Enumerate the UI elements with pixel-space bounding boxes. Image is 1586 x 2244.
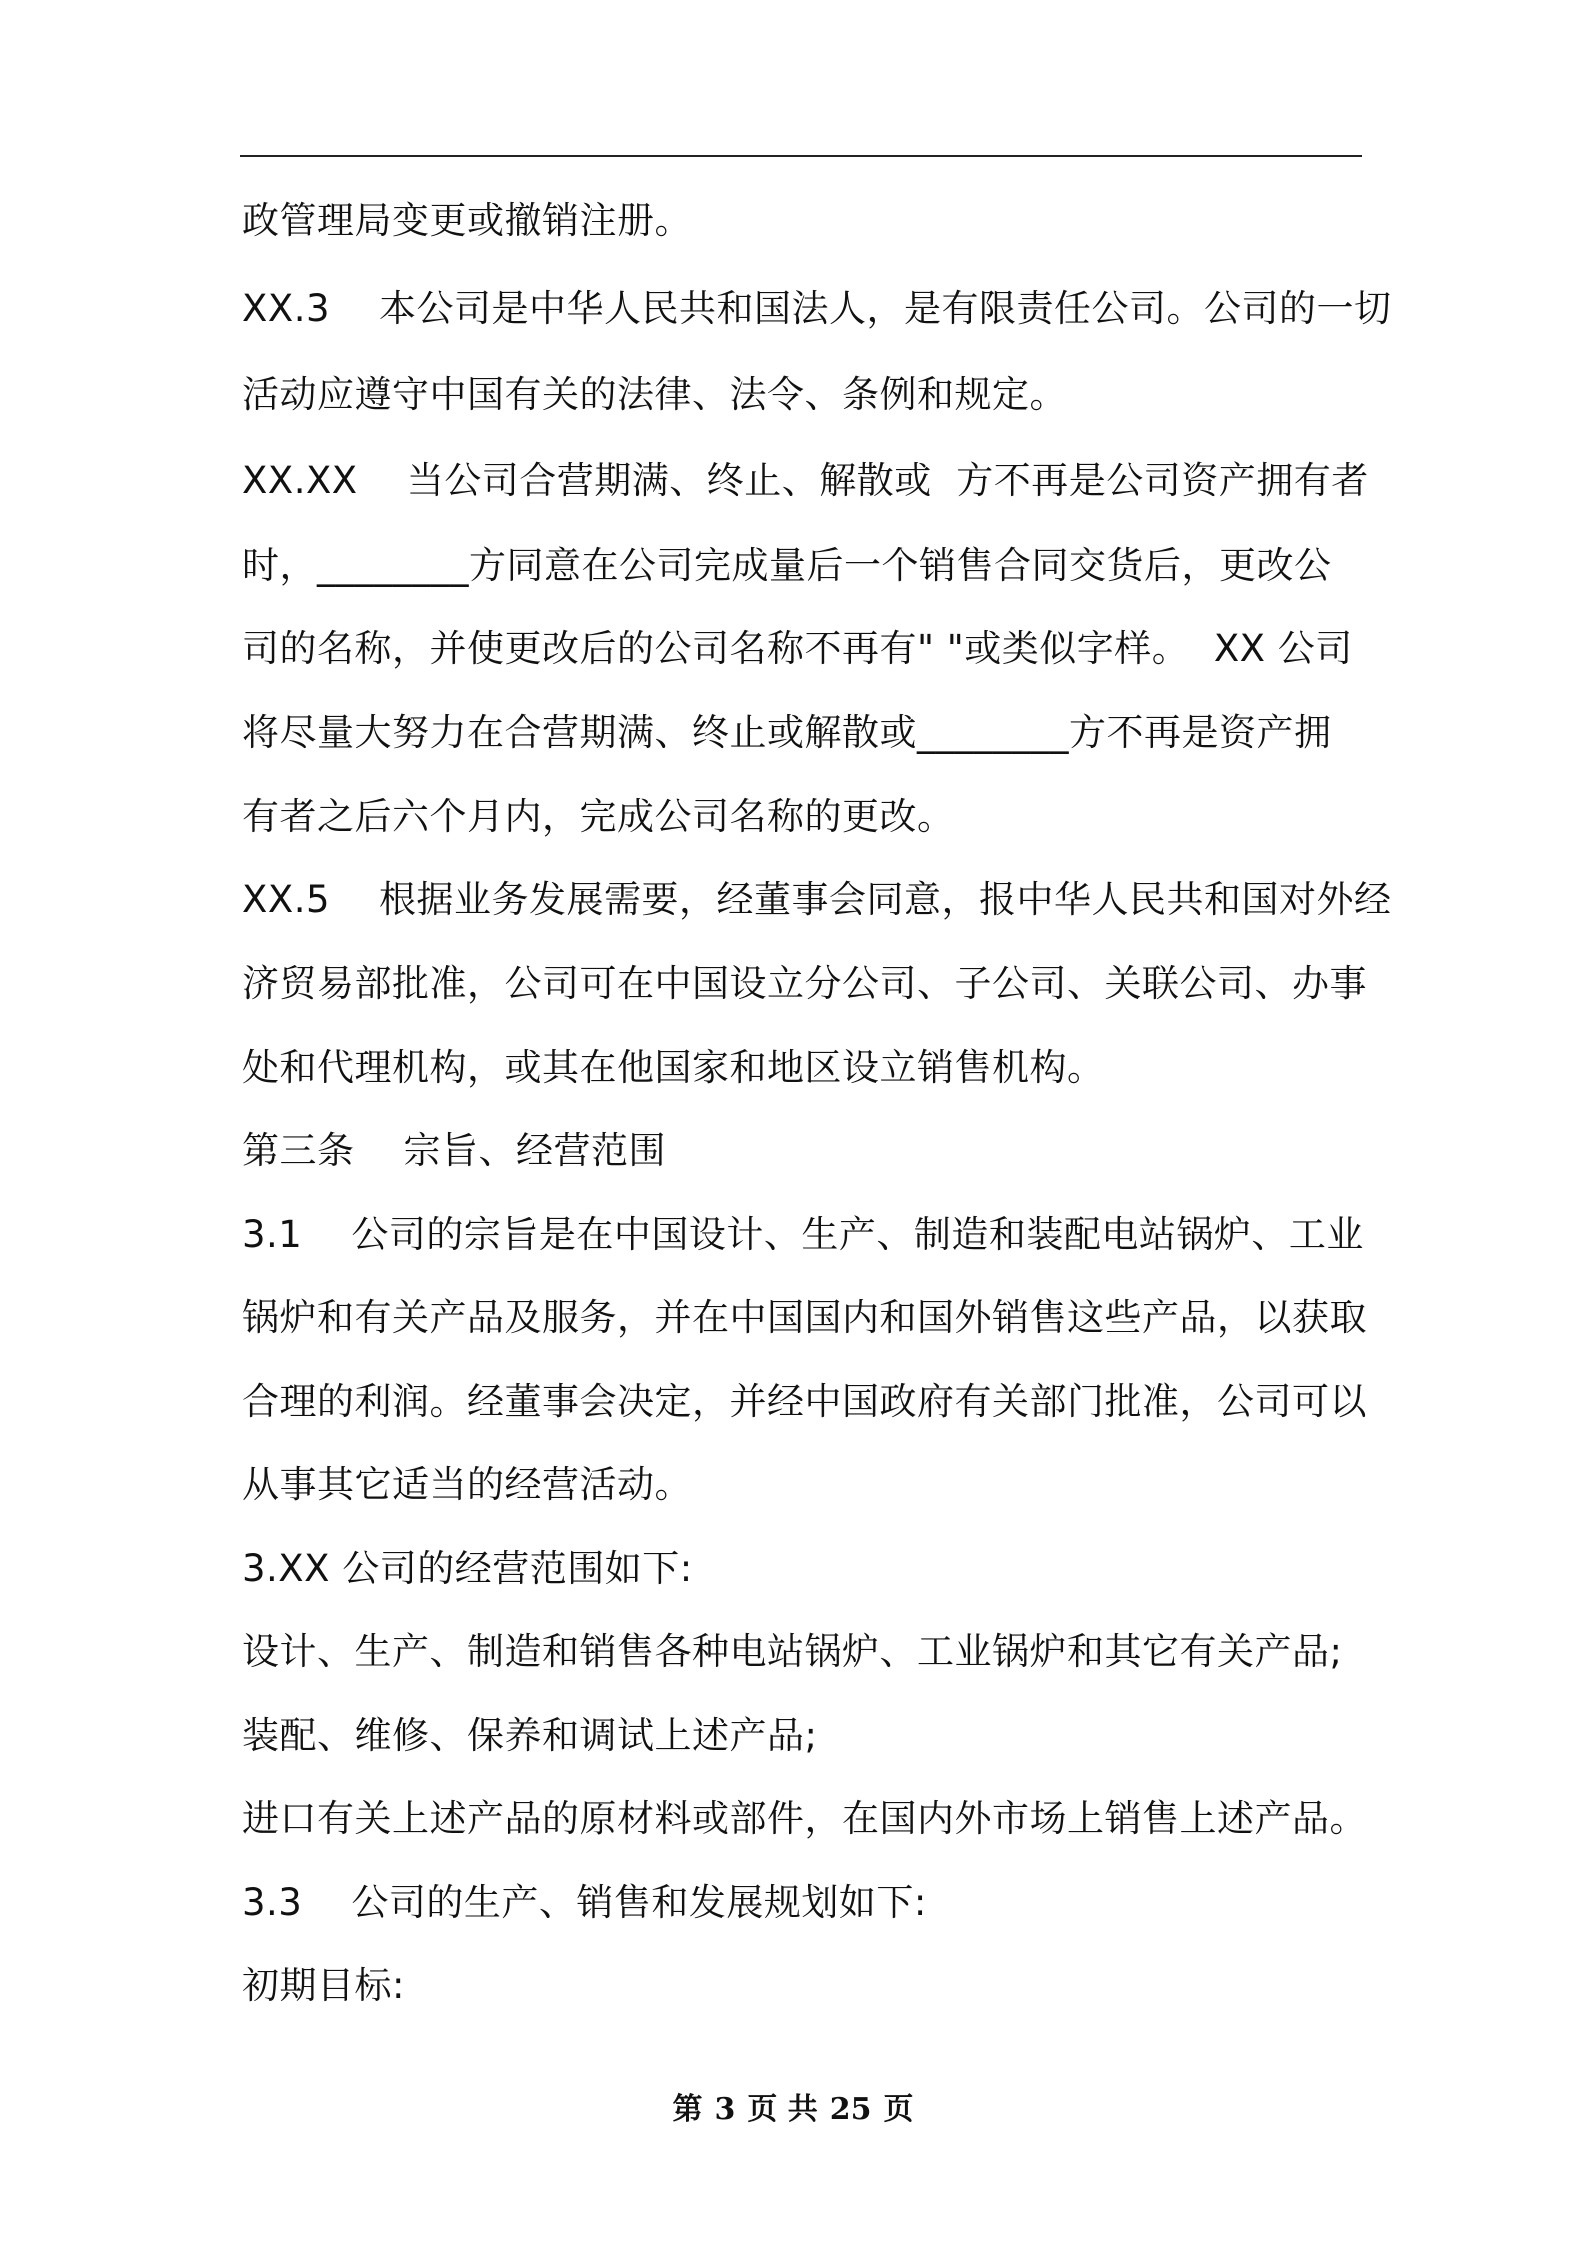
text-line-2: XX.3 本公司是中华人民共和国法人，是有限责任公司。公司的一切 — [242, 287, 1392, 330]
text-line-19: 装配、维修、保养和调试上述产品; — [242, 1714, 818, 1757]
text-line-18: 设计、生产、制造和销售各种电站锅炉、工业锅炉和其它有关产品; — [242, 1630, 1343, 1673]
text-line-13: 3.1 公司的宗旨是在中国设计、生产、制造和装配电站锅炉、工业 — [242, 1213, 1364, 1256]
text-line-9: XX.5 根据业务发展需要，经董事会同意，报中华人民共和国对外经 — [242, 878, 1392, 921]
text-line-7: 将尽量大努力在合营期满、终止或解散或________方不再是资产拥 — [242, 711, 1332, 754]
text-line-15: 合理的利润。经董事会决定，并经中国政府有关部门批准，公司可以 — [242, 1380, 1367, 1423]
page-footer — [0, 2090, 1586, 2130]
text-line-8: 有者之后六个月内，完成公司名称的更改。 — [242, 795, 955, 838]
section-heading: 第三条 宗旨、经营范围 — [242, 1129, 667, 1172]
text-line-3: 活动应遵守中国有关的法律、法令、条例和规定。 — [242, 373, 1067, 416]
footer-prefix: 第 — [672, 2092, 703, 2127]
text-line-10: 济贸易部批准，公司可在中国设立分公司、子公司、关联公司、办事 — [242, 962, 1367, 1005]
header-rule — [240, 155, 1362, 157]
text-line-17: 3.XX 公司的经营范围如下: — [242, 1547, 693, 1590]
text-line-22: 初期目标: — [242, 1964, 405, 2007]
text-line-1: 政管理局变更或撤销注册。 — [242, 199, 692, 242]
footer-suffix: 页 — [883, 2092, 914, 2127]
text-line-6: 司的名称，并使更改后的公司名称不再有" "或类似字样。 XX 公司 — [242, 627, 1353, 670]
text-line-5: 时，________方同意在公司完成量后一个销售合同交货后，更改公 — [242, 544, 1332, 587]
footer-page-number: 3 — [714, 2092, 736, 2127]
footer-total-pages: 25 — [829, 2092, 872, 2127]
footer-middle: 页 共 — [747, 2092, 818, 2127]
text-line-11: 处和代理机构，或其在他国家和地区设立销售机构。 — [242, 1046, 1105, 1089]
text-line-21: 3.3 公司的生产、销售和发展规划如下: — [242, 1881, 927, 1924]
text-line-20: 进口有关上述产品的原材料或部件，在国内外市场上销售上述产品。 — [242, 1797, 1367, 1840]
text-line-4: XX.XX 当公司合营期满、终止、解散或 方不再是公司资产拥有者 — [242, 459, 1369, 502]
text-line-16: 从事其它适当的经营活动。 — [242, 1463, 692, 1506]
text-line-14: 锅炉和有关产品及服务，并在中国国内和国外销售这些产品，以获取 — [242, 1296, 1367, 1339]
